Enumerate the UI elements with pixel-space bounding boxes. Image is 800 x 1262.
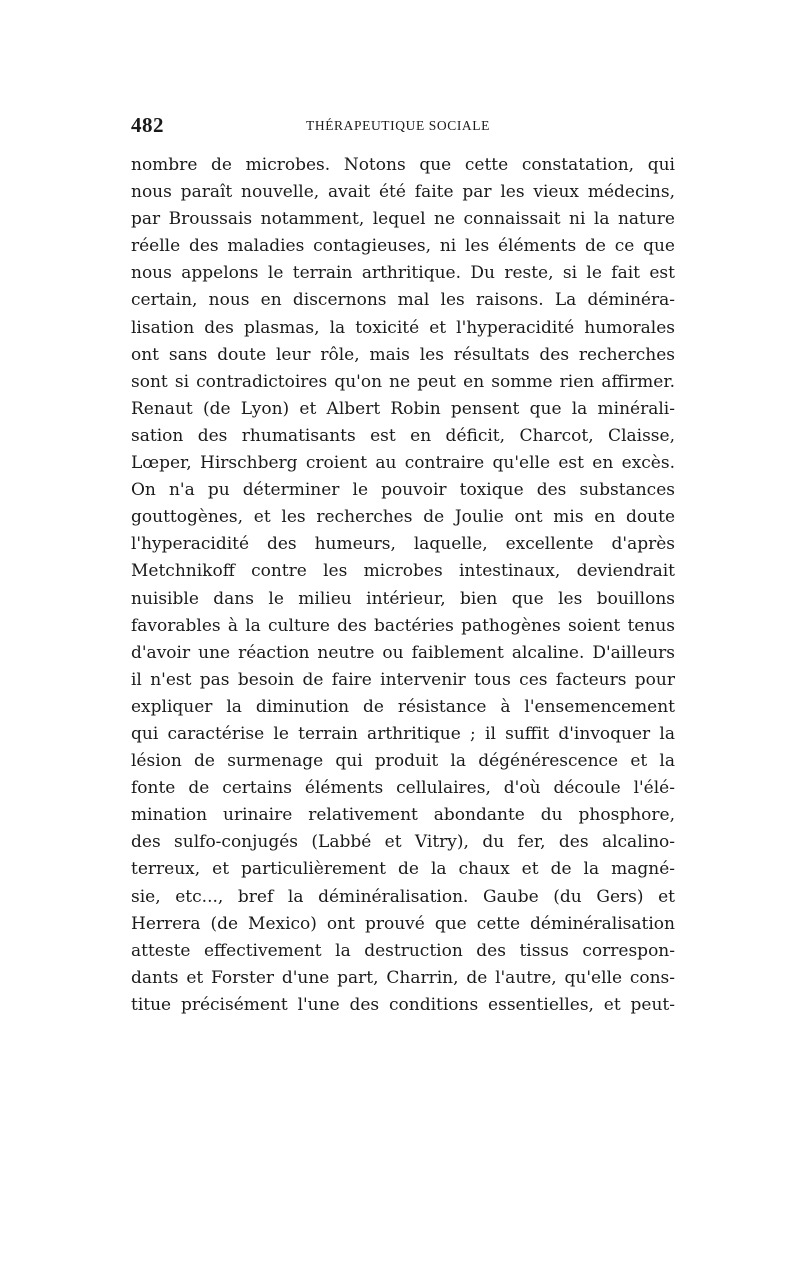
text-line: lésion de surmenage qui produit la dégénérescence et la — [131, 751, 675, 772]
text-line: nombre de microbes. Notons que cette constatation, qui — [131, 155, 675, 175]
text-line: On n'a pu déterminer le pouvoir toxique des substances — [131, 480, 675, 501]
text-line: par Broussais notamment, lequel ne connaissait ni la nature — [131, 209, 675, 230]
text-line: sation des rhumatisants est en déficit, Charcot, Claisse, — [131, 425, 675, 446]
text-line: qui caractérise le terrain arthritique ; il suffit d'invoquer la — [131, 723, 675, 744]
text-line: sont si contradictoires qu'on ne peut en somme rien affirmer. — [131, 371, 675, 392]
text-line: mination urinaire relativement abondante du phosphore, — [131, 805, 675, 826]
text-line: nuisible dans le milieu intérieur, bien que les bouillons — [131, 588, 675, 609]
text-line: sie, etc..., bref la déminéralisation. Gaube (du Gers) et — [131, 886, 675, 907]
text-line: dants et Forster d'une part, Charrin, de l'autre, qu'elle cons- — [131, 967, 675, 988]
text-line: ont sans doute leur rôle, mais les résultats des recherches — [131, 344, 675, 365]
text-line: il n'est pas besoin de faire intervenir tous ces facteurs pour — [131, 669, 675, 690]
text-line: atteste effectivement la destruction des tissus correspon- — [131, 940, 675, 961]
page-number: 482 — [131, 113, 164, 137]
text-line: réelle des maladies contagieuses, ni les éléments de ce que — [131, 236, 675, 257]
text-line: Metchnikoff contre les microbes intestinaux, deviendrait — [131, 561, 675, 582]
text-line: Herrera (de Mexico) ont prouvé que cette déminéralisation — [131, 913, 675, 934]
text-line: lisation des plasmas, la toxicité et l'hyperacidité humorales — [131, 317, 675, 338]
text-line: l'hyperacidité des humeurs, laquelle, excellente d'après — [131, 534, 675, 555]
text-line: terreux, et particulièrement de la chaux et de la magné- — [131, 859, 675, 880]
text-line: certain, nous en discernons mal les raisons. La déminéra- — [131, 290, 675, 311]
text-line: Lœper, Hirschberg croient au contraire qu'elle est en excès. — [131, 453, 675, 474]
text-line: nous appelons le terrain arthritique. Du reste, si le fait est — [131, 263, 675, 284]
text-line: d'avoir une réaction neutre ou faiblement alcaline. D'ailleurs — [131, 642, 675, 663]
running-title: THÉRAPEUTIQUE SOCIALE — [306, 118, 490, 133]
text-line: fonte de certains éléments cellulaires, d'où découle l'élé- — [131, 778, 675, 799]
text-line: Renaut (de Lyon) et Albert Robin pensent que la minérali- — [131, 398, 675, 419]
text-line: titue précisément l'une des conditions essentielles, et peut- — [131, 994, 675, 1015]
text-line: gouttogènes, et les recherches de Joulie ont mis en doute — [131, 507, 675, 528]
text-line: expliquer la diminution de résistance à l'ensemencement — [131, 696, 675, 717]
text-line: nous paraît nouvelle, avait été faite par les vieux médecins, — [131, 182, 675, 203]
text-line: favorables à la culture des bactéries pathogènes soient tenus — [131, 615, 675, 636]
text-line: des sulfo-conjugés (Labbé et Vitry), du fer, des alcalino- — [131, 832, 675, 853]
body-paragraph — [131, 152, 675, 1019]
page-header — [131, 112, 675, 138]
